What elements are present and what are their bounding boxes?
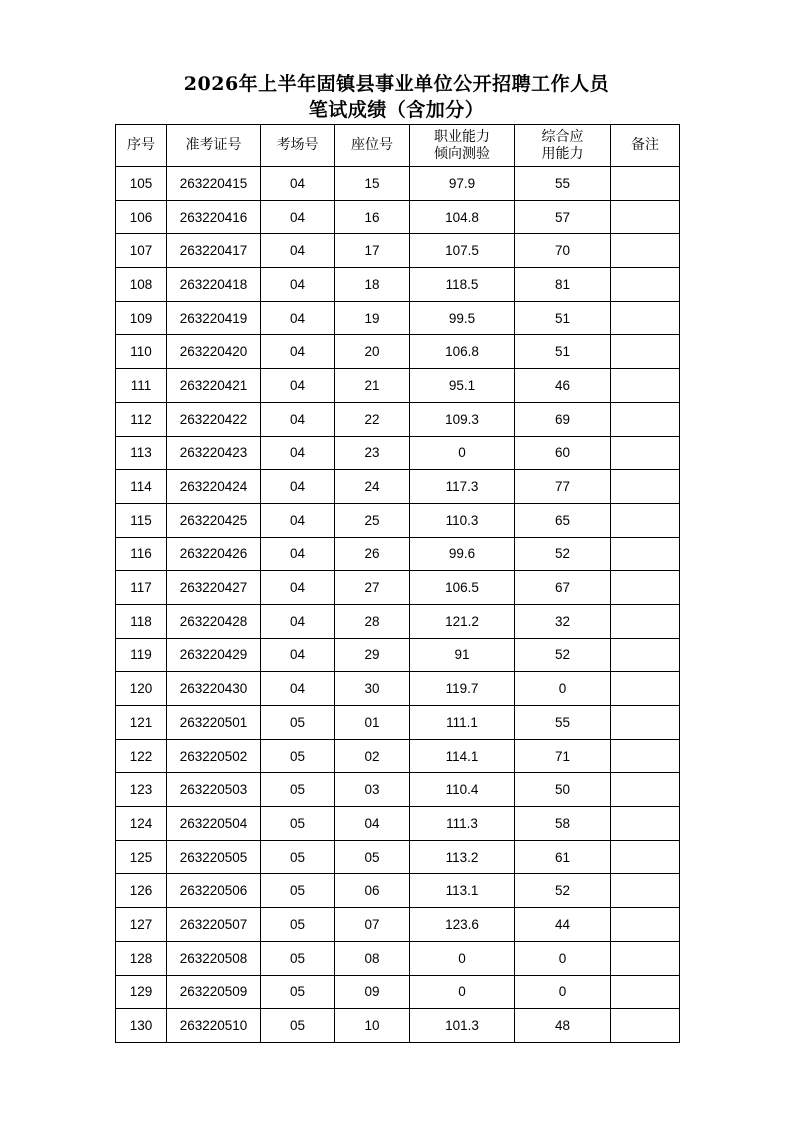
cell-room: 04 [261, 436, 335, 470]
cell-room: 04 [261, 335, 335, 369]
cell-comprehensive: 46 [515, 369, 611, 403]
table-row [116, 840, 680, 874]
cell-seq: 113 [116, 436, 167, 470]
cell-exam-id: 263220502 [167, 739, 261, 773]
table-row [116, 773, 680, 807]
cell-room: 04 [261, 402, 335, 436]
header-seat: 座位号 [335, 125, 410, 167]
cell-seat: 02 [335, 739, 410, 773]
cell-remarks [611, 840, 680, 874]
cell-exam-id: 263220419 [167, 301, 261, 335]
table-row [116, 874, 680, 908]
cell-exam-id: 263220421 [167, 369, 261, 403]
table-row [116, 638, 680, 672]
cell-remarks [611, 571, 680, 605]
cell-exam-id: 263220427 [167, 571, 261, 605]
cell-exam-id: 263220429 [167, 638, 261, 672]
table-row [116, 470, 680, 504]
cell-remarks [611, 402, 680, 436]
cell-aptitude: 91 [410, 638, 515, 672]
cell-comprehensive: 32 [515, 604, 611, 638]
cell-remarks [611, 706, 680, 740]
cell-comprehensive: 52 [515, 638, 611, 672]
cell-remarks [611, 739, 680, 773]
cell-aptitude: 119.7 [410, 672, 515, 706]
cell-seq: 109 [116, 301, 167, 335]
cell-aptitude: 109.3 [410, 402, 515, 436]
cell-room: 04 [261, 638, 335, 672]
cell-room: 05 [261, 807, 335, 841]
cell-seq: 119 [116, 638, 167, 672]
cell-remarks [611, 672, 680, 706]
cell-remarks [611, 503, 680, 537]
cell-seq: 125 [116, 840, 167, 874]
cell-remarks [611, 369, 680, 403]
table-row [116, 1009, 680, 1043]
cell-remarks [611, 436, 680, 470]
cell-room: 04 [261, 672, 335, 706]
cell-room: 04 [261, 369, 335, 403]
cell-seq: 124 [116, 807, 167, 841]
cell-aptitude: 111.1 [410, 706, 515, 740]
cell-room: 04 [261, 470, 335, 504]
cell-comprehensive: 51 [515, 301, 611, 335]
cell-exam-id: 263220428 [167, 604, 261, 638]
cell-seat: 05 [335, 840, 410, 874]
table-row [116, 200, 680, 234]
table-row [116, 167, 680, 201]
cell-aptitude: 123.6 [410, 908, 515, 942]
cell-seat: 27 [335, 571, 410, 605]
cell-aptitude: 110.3 [410, 503, 515, 537]
cell-aptitude: 104.8 [410, 200, 515, 234]
cell-remarks [611, 1009, 680, 1043]
cell-aptitude: 101.3 [410, 1009, 515, 1043]
cell-remarks [611, 234, 680, 268]
cell-room: 04 [261, 200, 335, 234]
cell-remarks [611, 874, 680, 908]
table-row [116, 268, 680, 302]
cell-seat: 26 [335, 537, 410, 571]
table-row [116, 706, 680, 740]
cell-seq: 117 [116, 571, 167, 605]
header-comprehensive [515, 125, 611, 167]
cell-comprehensive: 52 [515, 874, 611, 908]
cell-comprehensive: 44 [515, 908, 611, 942]
cell-seat: 06 [335, 874, 410, 908]
cell-room: 05 [261, 739, 335, 773]
cell-exam-id: 263220426 [167, 537, 261, 571]
cell-remarks [611, 200, 680, 234]
cell-seat: 22 [335, 402, 410, 436]
cell-exam-id: 263220420 [167, 335, 261, 369]
cell-seat: 24 [335, 470, 410, 504]
cell-comprehensive: 58 [515, 807, 611, 841]
cell-seq: 112 [116, 402, 167, 436]
cell-comprehensive: 0 [515, 672, 611, 706]
cell-exam-id: 263220430 [167, 672, 261, 706]
cell-seq: 128 [116, 941, 167, 975]
table-row [116, 807, 680, 841]
cell-room: 04 [261, 234, 335, 268]
table-row [116, 571, 680, 605]
cell-seat: 20 [335, 335, 410, 369]
cell-exam-id: 263220504 [167, 807, 261, 841]
cell-exam-id: 263220503 [167, 773, 261, 807]
cell-remarks [611, 470, 680, 504]
cell-seq: 110 [116, 335, 167, 369]
cell-aptitude: 106.5 [410, 571, 515, 605]
cell-comprehensive: 67 [515, 571, 611, 605]
cell-remarks [611, 807, 680, 841]
cell-seq: 108 [116, 268, 167, 302]
header-comprehensive-line2: 用能力 [541, 145, 584, 162]
cell-seat: 23 [335, 436, 410, 470]
cell-remarks [611, 975, 680, 1009]
cell-seat: 18 [335, 268, 410, 302]
cell-seat: 29 [335, 638, 410, 672]
table-row [116, 941, 680, 975]
document-subtitle: 笔试成绩（含加分） [308, 99, 485, 121]
cell-seq: 114 [116, 470, 167, 504]
header-aptitude-line1: 职业能力 [434, 128, 490, 145]
cell-exam-id: 263220415 [167, 167, 261, 201]
cell-aptitude: 97.9 [410, 167, 515, 201]
cell-aptitude: 110.4 [410, 773, 515, 807]
cell-comprehensive: 60 [515, 436, 611, 470]
cell-aptitude: 113.2 [410, 840, 515, 874]
cell-seat: 15 [335, 167, 410, 201]
cell-seq: 120 [116, 672, 167, 706]
cell-seat: 08 [335, 941, 410, 975]
header-aptitude [410, 125, 515, 167]
cell-comprehensive: 71 [515, 739, 611, 773]
cell-comprehensive: 61 [515, 840, 611, 874]
document-title: 2026年上半年固镇县事业单位公开招聘工作人员 [183, 73, 610, 95]
cell-aptitude: 121.2 [410, 604, 515, 638]
header-seq: 序号 [116, 125, 167, 167]
cell-seq: 115 [116, 503, 167, 537]
table-row [116, 369, 680, 403]
cell-aptitude: 106.8 [410, 335, 515, 369]
cell-seat: 10 [335, 1009, 410, 1043]
header-comprehensive-line1: 综合应 [541, 128, 584, 145]
cell-comprehensive: 0 [515, 941, 611, 975]
cell-seat: 03 [335, 773, 410, 807]
table-row [116, 301, 680, 335]
header-aptitude-line2: 倾向测验 [434, 145, 490, 162]
cell-exam-id: 263220507 [167, 908, 261, 942]
table-row [116, 604, 680, 638]
cell-remarks [611, 268, 680, 302]
cell-seq: 121 [116, 706, 167, 740]
cell-comprehensive: 50 [515, 773, 611, 807]
cell-exam-id: 263220422 [167, 402, 261, 436]
cell-aptitude: 118.5 [410, 268, 515, 302]
cell-remarks [611, 537, 680, 571]
cell-room: 04 [261, 167, 335, 201]
cell-seq: 126 [116, 874, 167, 908]
cell-seat: 21 [335, 369, 410, 403]
cell-remarks [611, 335, 680, 369]
cell-room: 04 [261, 537, 335, 571]
cell-seq: 130 [116, 1009, 167, 1043]
cell-aptitude: 114.1 [410, 739, 515, 773]
cell-comprehensive: 57 [515, 200, 611, 234]
cell-exam-id: 263220509 [167, 975, 261, 1009]
cell-seat: 30 [335, 672, 410, 706]
cell-aptitude: 107.5 [410, 234, 515, 268]
cell-remarks [611, 301, 680, 335]
cell-seq: 123 [116, 773, 167, 807]
cell-remarks [611, 941, 680, 975]
cell-exam-id: 263220425 [167, 503, 261, 537]
cell-exam-id: 263220423 [167, 436, 261, 470]
cell-seq: 116 [116, 537, 167, 571]
cell-aptitude: 0 [410, 941, 515, 975]
cell-seq: 107 [116, 234, 167, 268]
cell-aptitude: 0 [410, 436, 515, 470]
cell-room: 05 [261, 706, 335, 740]
cell-seat: 16 [335, 200, 410, 234]
cell-room: 04 [261, 301, 335, 335]
cell-remarks [611, 604, 680, 638]
cell-room: 04 [261, 604, 335, 638]
cell-seat: 19 [335, 301, 410, 335]
cell-remarks [611, 167, 680, 201]
cell-comprehensive: 77 [515, 470, 611, 504]
cell-seat: 25 [335, 503, 410, 537]
cell-seq: 122 [116, 739, 167, 773]
cell-aptitude: 95.1 [410, 369, 515, 403]
cell-comprehensive: 81 [515, 268, 611, 302]
cell-comprehensive: 51 [515, 335, 611, 369]
cell-seat: 28 [335, 604, 410, 638]
cell-room: 05 [261, 840, 335, 874]
table-row [116, 503, 680, 537]
cell-comprehensive: 65 [515, 503, 611, 537]
table-row [116, 672, 680, 706]
table-row [116, 739, 680, 773]
cell-exam-id: 263220418 [167, 268, 261, 302]
cell-seat: 07 [335, 908, 410, 942]
cell-room: 05 [261, 908, 335, 942]
scores-table [115, 124, 680, 1043]
cell-room: 04 [261, 571, 335, 605]
cell-exam-id: 263220510 [167, 1009, 261, 1043]
cell-seat: 17 [335, 234, 410, 268]
table-body [116, 167, 680, 1043]
cell-seq: 118 [116, 604, 167, 638]
cell-comprehensive: 52 [515, 537, 611, 571]
cell-room: 05 [261, 1009, 335, 1043]
cell-aptitude: 111.3 [410, 807, 515, 841]
cell-aptitude: 0 [410, 975, 515, 1009]
cell-exam-id: 263220505 [167, 840, 261, 874]
cell-aptitude: 117.3 [410, 470, 515, 504]
cell-seat: 09 [335, 975, 410, 1009]
cell-seat: 01 [335, 706, 410, 740]
cell-exam-id: 263220506 [167, 874, 261, 908]
cell-aptitude: 99.5 [410, 301, 515, 335]
cell-exam-id: 263220417 [167, 234, 261, 268]
cell-seq: 127 [116, 908, 167, 942]
table-row [116, 335, 680, 369]
cell-exam-id: 263220501 [167, 706, 261, 740]
cell-exam-id: 263220508 [167, 941, 261, 975]
cell-remarks [611, 773, 680, 807]
table-row [116, 402, 680, 436]
table-row [116, 234, 680, 268]
cell-room: 05 [261, 941, 335, 975]
cell-comprehensive: 69 [515, 402, 611, 436]
cell-seat: 04 [335, 807, 410, 841]
cell-aptitude: 99.6 [410, 537, 515, 571]
cell-comprehensive: 48 [515, 1009, 611, 1043]
cell-exam-id: 263220424 [167, 470, 261, 504]
table-row [116, 908, 680, 942]
cell-aptitude: 113.1 [410, 874, 515, 908]
table-row [116, 537, 680, 571]
cell-room: 05 [261, 773, 335, 807]
cell-room: 05 [261, 874, 335, 908]
cell-comprehensive: 55 [515, 167, 611, 201]
table-row [116, 975, 680, 1009]
header-room: 考场号 [261, 125, 335, 167]
header-exam-id: 准考证号 [167, 125, 261, 167]
cell-room: 05 [261, 975, 335, 1009]
cell-room: 04 [261, 503, 335, 537]
cell-remarks [611, 638, 680, 672]
table-header-row [116, 125, 680, 167]
cell-seq: 105 [116, 167, 167, 201]
cell-comprehensive: 70 [515, 234, 611, 268]
table-row [116, 436, 680, 470]
cell-exam-id: 263220416 [167, 200, 261, 234]
cell-seq: 129 [116, 975, 167, 1009]
cell-seq: 106 [116, 200, 167, 234]
cell-remarks [611, 908, 680, 942]
cell-room: 04 [261, 268, 335, 302]
header-remarks: 备注 [611, 125, 680, 167]
cell-comprehensive: 0 [515, 975, 611, 1009]
cell-seq: 111 [116, 369, 167, 403]
cell-comprehensive: 55 [515, 706, 611, 740]
